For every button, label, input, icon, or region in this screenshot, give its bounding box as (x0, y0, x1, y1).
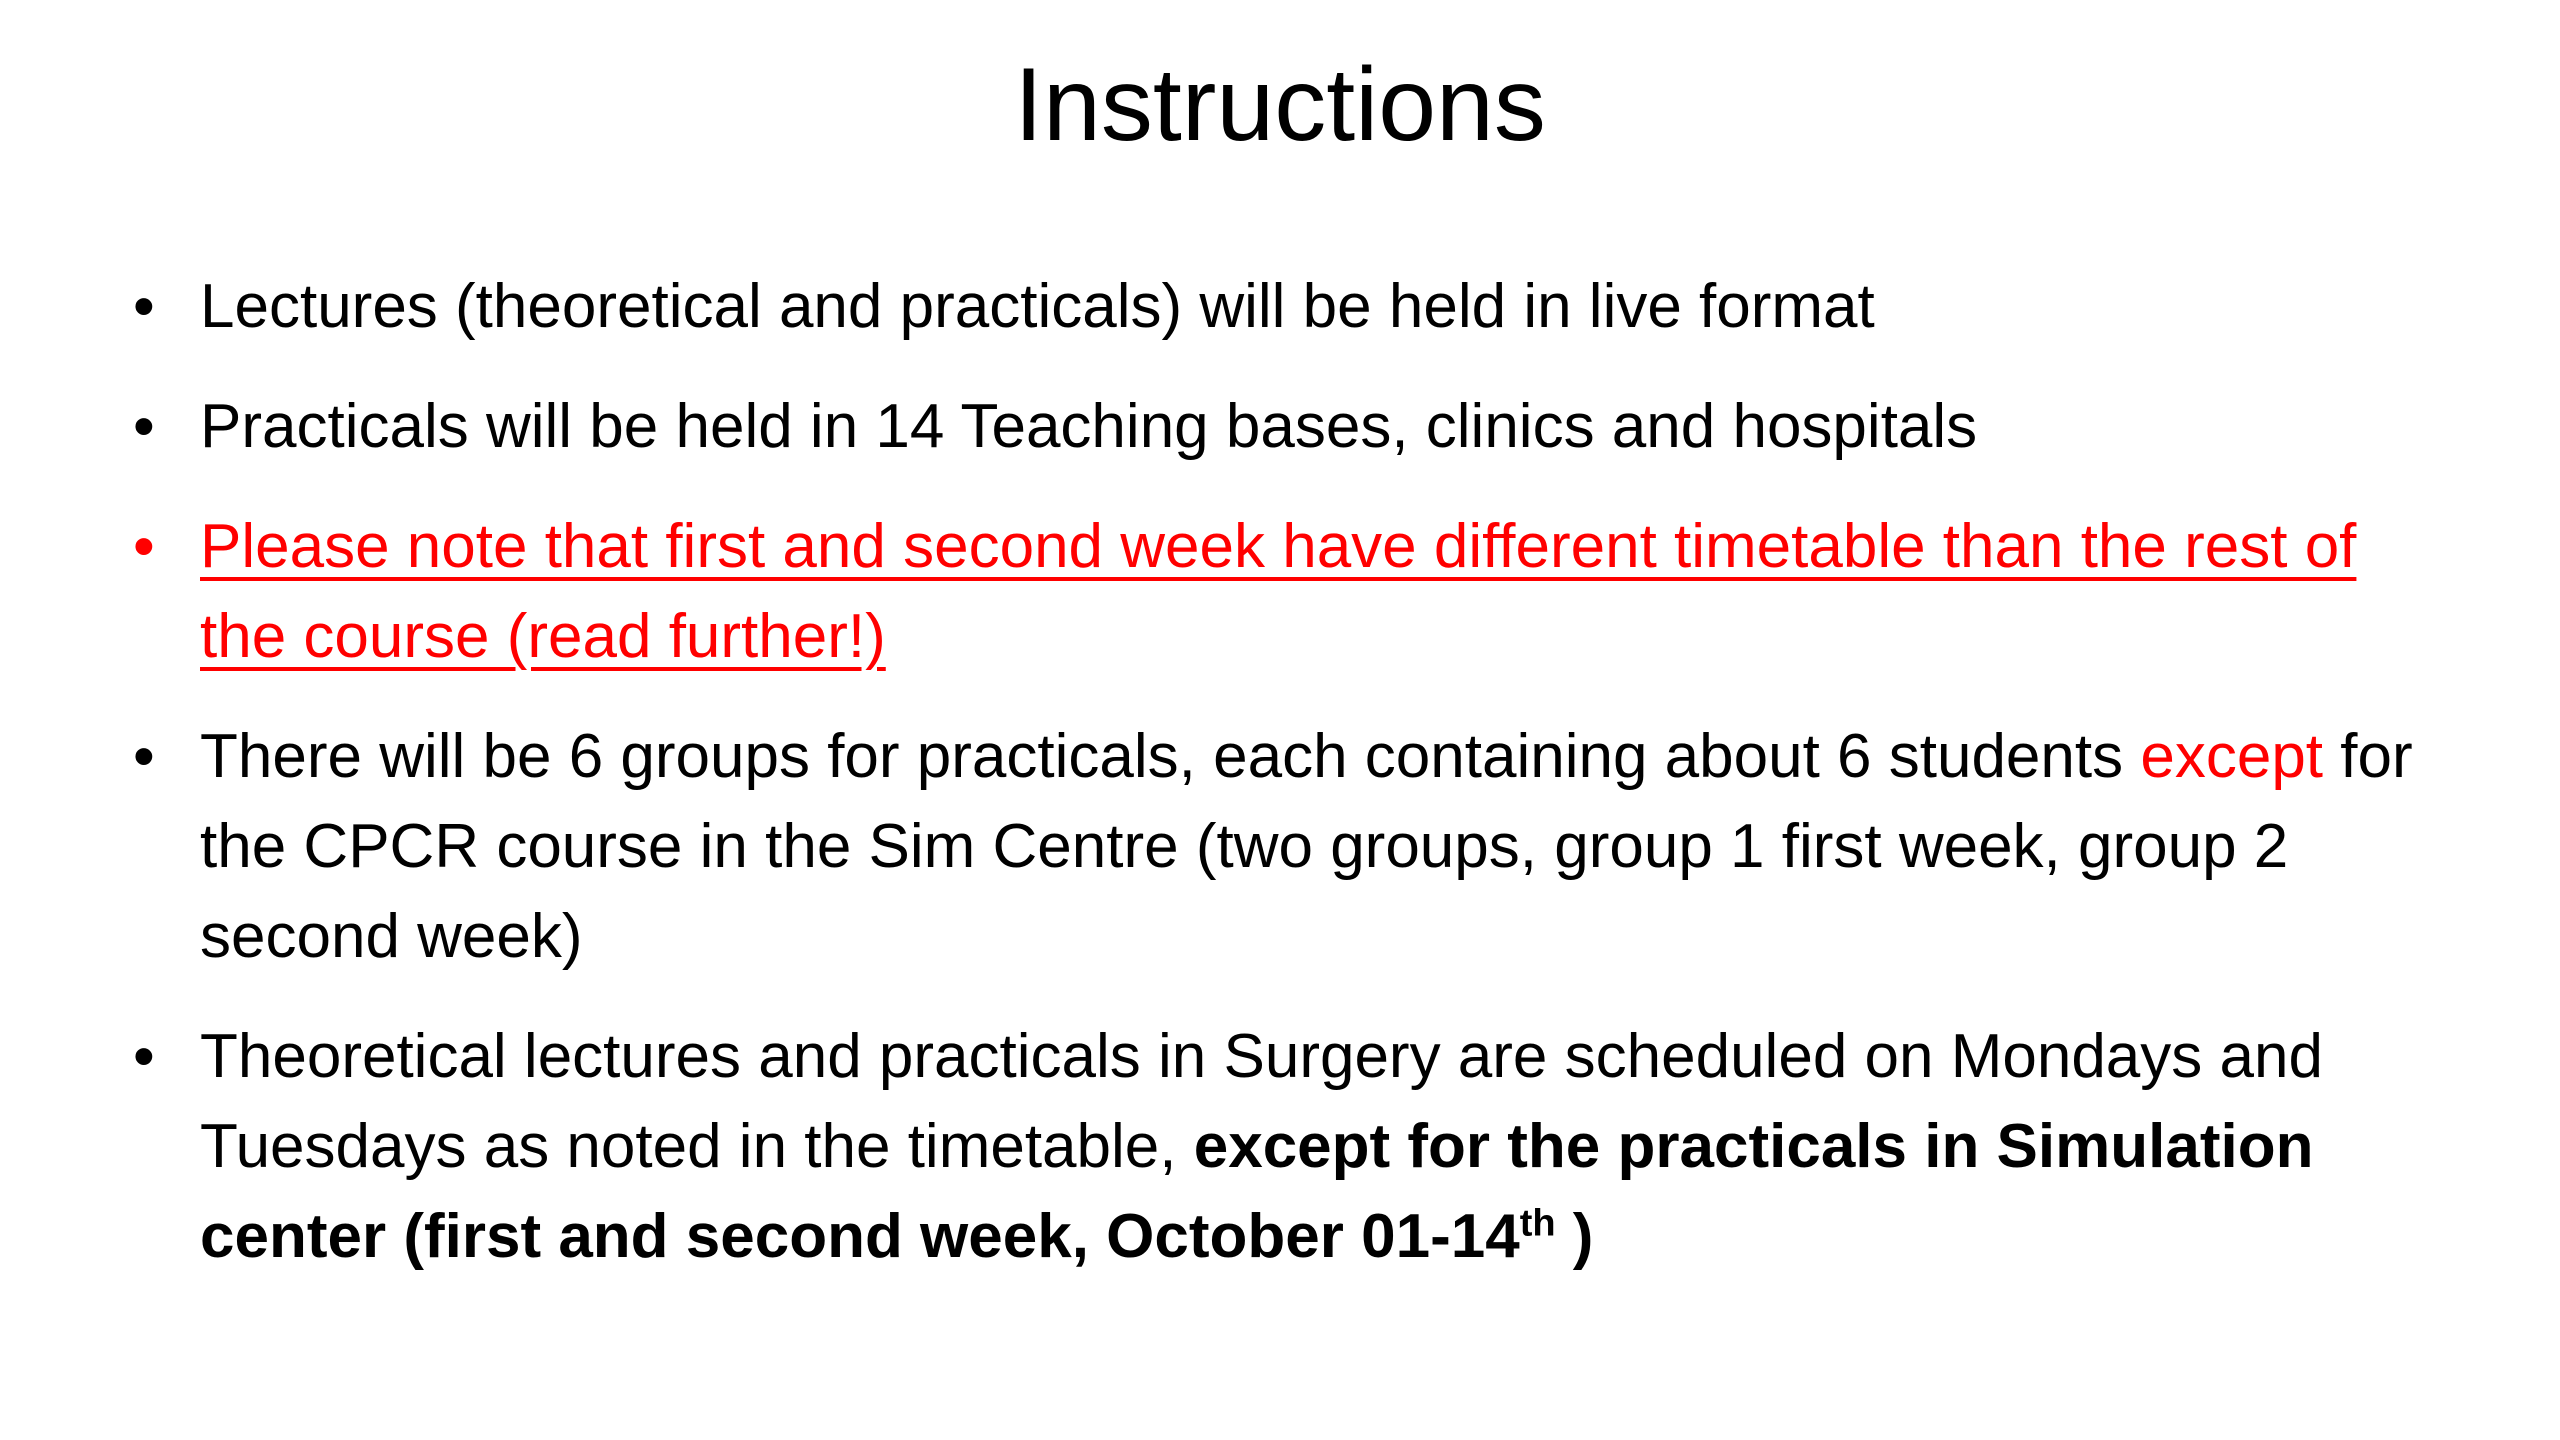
bold-end: ) (1572, 1202, 1594, 1271)
bullet-dot-icon: • (133, 272, 155, 341)
highlight-except: except (2140, 722, 2324, 791)
bullet-dot-icon: • (133, 722, 155, 791)
bullet-item-teaching-bases (115, 382, 2445, 472)
bullet-item-surgery-schedule (115, 1012, 2445, 1282)
bold-text: except for the practicals in Simulation center (first and second week, October 01-14 (200, 1112, 2314, 1271)
bullet-item-groups (115, 712, 2445, 982)
bullet-text (200, 1022, 2323, 1271)
slide-title: Instructions (1014, 47, 1546, 163)
bullet-text: Lectures (theoretical and practicals) will be held in live format (200, 272, 1875, 341)
bullet-item-live-format (115, 262, 2445, 352)
bullet-text-before: There will be 6 groups for practicals, each containing about 6 students (200, 722, 2124, 791)
bullet-text-warning: Please note that first and second week have different timetable than the rest of the course (read further!) (200, 512, 2357, 671)
bullet-text-after: for the CPCR course in the Sim Centre (two groups, group 1 first week, group 2 second week) (200, 722, 2413, 971)
bullet-dot-icon: • (133, 392, 155, 461)
bullet-item-timetable-note (115, 502, 2445, 682)
bullet-text (200, 722, 2413, 971)
superscript-th: th (1519, 1202, 1556, 1245)
bullet-text: Practicals will be held in 14 Teaching bases, clinics and hospitals (200, 392, 1978, 461)
bullet-dot-icon: • (133, 1022, 155, 1091)
bullet-text-before: Theoretical lectures and practicals in Surgery are scheduled on Mondays and Tuesdays as noted in the timetable, (200, 1022, 2323, 1181)
bullet-dot-icon: • (133, 512, 155, 581)
bullet-list (115, 262, 2445, 1312)
